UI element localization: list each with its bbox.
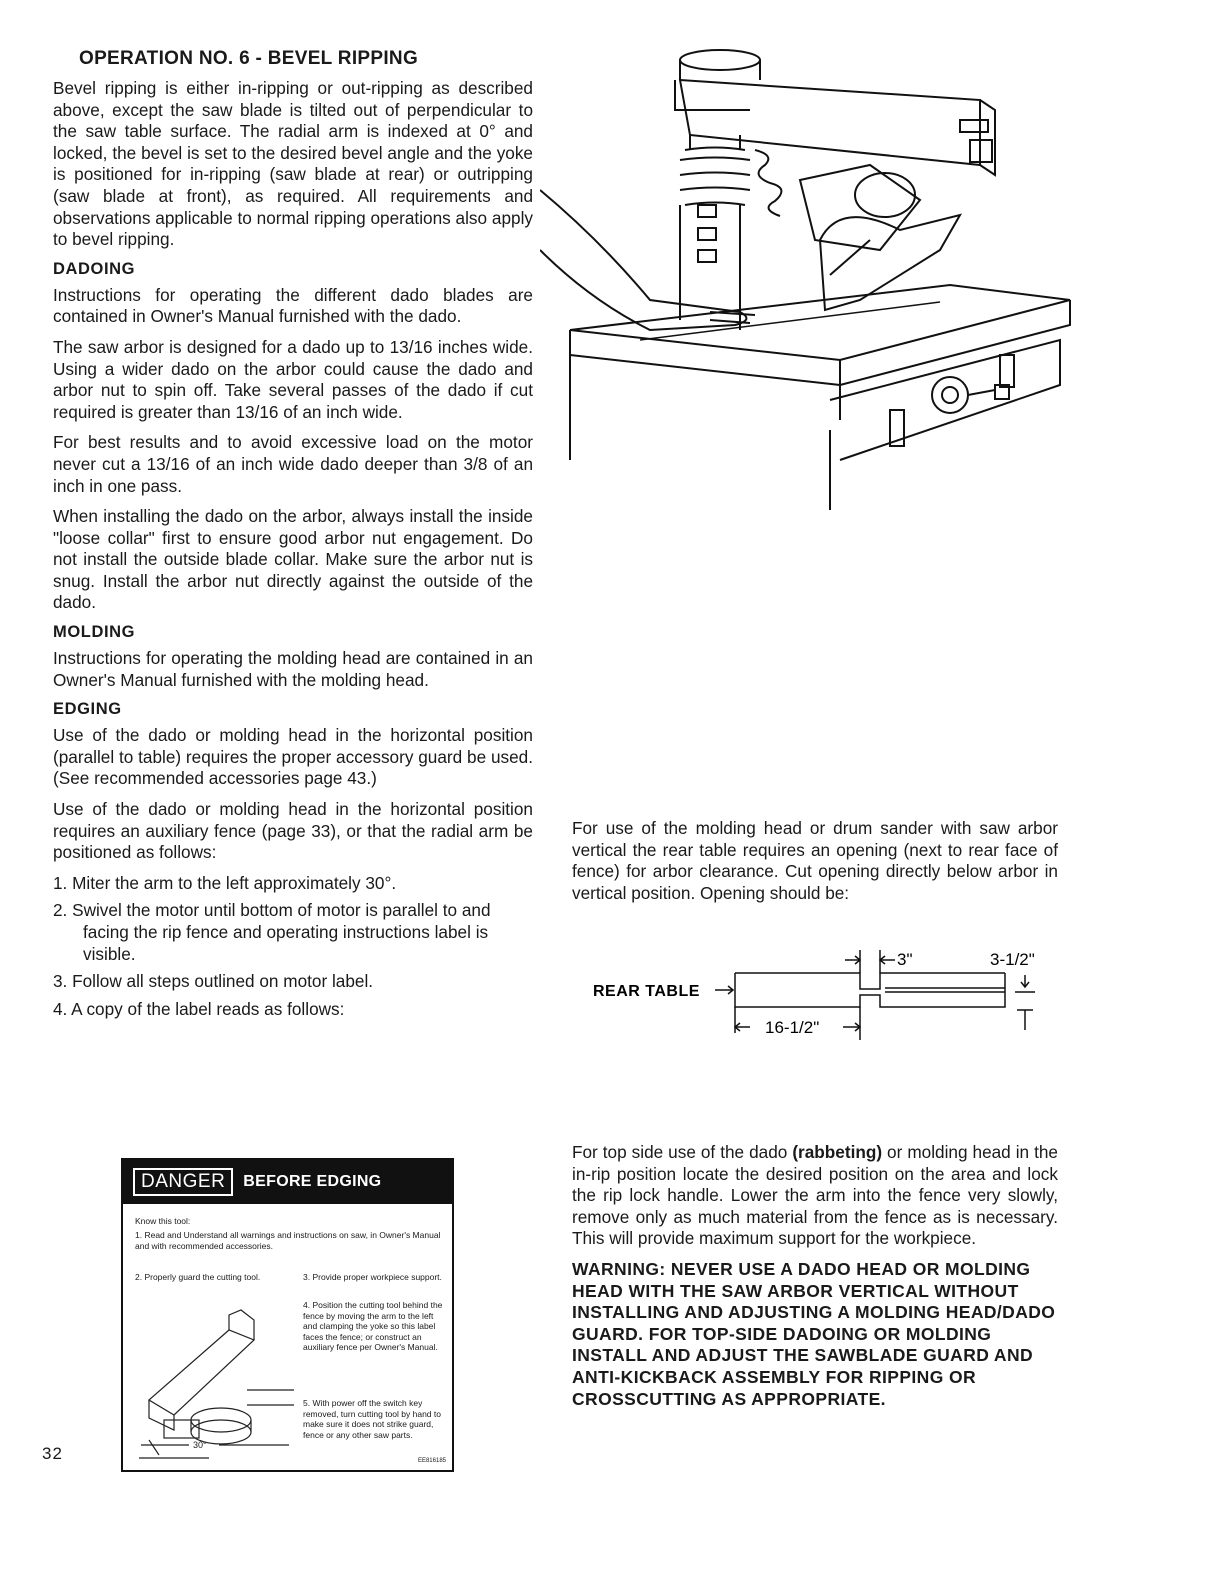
rabbeting-paragraph	[572, 1142, 1058, 1250]
molding-paragraph: Instructions for operating the molding head are contained in an Owner's Manual furnished with the molding head.	[53, 648, 533, 690]
radial-arm-saw-illustration	[540, 40, 1080, 510]
label-code: EE816185	[417, 1457, 446, 1464]
list-item: 2. Swivel the motor until bottom of motor is parallel to and facing the rip fence and operating instructions label is visible.	[53, 900, 491, 964]
saw-arm-sketch	[129, 1290, 299, 1465]
rear-table-label: REAR TABLE	[593, 983, 700, 1000]
warning-paragraph: WARNING: NEVER USE A DADO HEAD OR MOLDING HEAD WITH THE SAW ARBOR VERTICAL WITHOUT INSTALLING AND ADJUSTING A MOLDING HEAD/DADO GUARD. FOR TOP-SIDE DADOING OR MOLDING INSTALL AND ADJUST THE SAWBLADE GUARD AND ANTI-KICKBACK ASSEMBLY FOR RIPPING OR CROSSCUTTING AS APPROPRIATE.	[572, 1258, 1056, 1409]
right-column-lower	[572, 1142, 1058, 1410]
rabbeting-text-pre: For top side use of the dado	[572, 1142, 793, 1162]
label-intro: Know this tool:	[135, 1216, 191, 1226]
dadoing-heading: DADOING	[53, 259, 136, 278]
dadoing-paragraph-1: Instructions for operating the different dado blades are contained in Owner's Manual furnished with the dado.	[53, 284, 533, 327]
dadoing-paragraph-4: When installing the dado on the arbor, always install the inside "loose collar" first to ensure good arbor nut engagement. Do not install the outside blade collar. Make sure the arbor nut is snug. Install the arbor nut directly against the outside of the dado.	[53, 506, 533, 613]
dim-16-5-label: 16-1/2"	[765, 1018, 820, 1037]
danger-label-heading: BEFORE EDGING	[243, 1173, 382, 1190]
rear-table-opening-diagram	[585, 945, 1065, 1055]
dim-3-label: 3"	[897, 950, 913, 969]
label-item-1: 1. Read and Understand all warnings and instructions on saw, in Owner's Manual and with recommended accessories.	[135, 1230, 441, 1251]
rabbeting-bold: (rabbeting)	[792, 1142, 883, 1162]
molding-heading: MOLDING	[53, 623, 136, 642]
edging-paragraph-2: Use of the dado or molding head in the horizontal position requires an auxiliary fence (page 33), or that the radial arm be positioned as follows:	[53, 799, 533, 863]
dim-3-5-label: 3-1/2"	[990, 950, 1035, 969]
dadoing-paragraph-3: For best results and to avoid excessive load on the motor never cut a 13/16 of an inch wide dado deeper than 3/8 of an inch in one pass.	[53, 432, 533, 496]
edging-steps-list	[53, 873, 533, 1021]
left-column	[53, 48, 533, 1026]
danger-tag: DANGER	[133, 1168, 233, 1196]
list-item: 3. Follow all steps outlined on motor label.	[53, 971, 374, 992]
section-title: OPERATION NO. 6 - BEVEL RIPPING	[79, 48, 419, 69]
edging-paragraph-1: Use of the dado or molding head in the horizontal position (parallel to table) requires the proper accessory guard be used. (See recommended accessories page 43.)	[53, 725, 533, 789]
edging-heading: EDGING	[53, 700, 122, 719]
rabbeting-text-post: or molding head in the in-rip position locate the desired position on the area and lock the rip lock handle. Lower the arm into the fence very slowly, remove only as much material from the fence as is necessary. This will provide maximum support for the workpiece.	[572, 1142, 1058, 1249]
danger-label	[121, 1158, 454, 1472]
danger-label-header	[123, 1160, 452, 1204]
label-item-2: 2. Properly guard the cutting tool.	[135, 1272, 261, 1282]
list-item: 4. A copy of the label reads as follows:	[53, 998, 345, 1019]
right-column	[572, 818, 1058, 913]
dadoing-paragraph-2: The saw arbor is designed for a dado up to 13/16 inches wide. Using a wider dado on the arbor could cause the dado and arbor nut to spin off. Take several passes of the dado if cut required is greater than 13/16 of an inch wide.	[53, 336, 533, 422]
bevel-ripping-paragraph: Bevel ripping is either in-ripping or out-ripping as described above, except the saw blade is tilted out of perpendicular to the saw table surface. The radial arm is indexed at 0° and locked, the bevel is set to the desired bevel angle and the yoke is positioned for in-ripping (saw blade at rear) or outripping (saw blade at front), as required. All requirements and observations applicable to normal ripping operations also apply to bevel ripping.	[53, 78, 533, 250]
page-number: 32	[42, 1444, 63, 1463]
angle-label: 30°	[193, 1440, 207, 1450]
label-item-5: 5. With power off the switch key removed, turn cutting tool by hand to make sure it does not strike guard, fence or any other saw parts.	[303, 1398, 441, 1440]
list-item: 1. Miter the arm to the left approximately 30°.	[53, 872, 397, 893]
label-item-4: 4. Position the cutting tool behind the fence by moving the arm to the left and clamping the yoke so this label faces the fence; or construct an auxiliary fence per Owner's Manual.	[303, 1300, 443, 1352]
label-item-3: 3. Provide proper workpiece support.	[303, 1272, 442, 1282]
rear-table-paragraph: For use of the molding head or drum sander with saw arbor vertical the rear table requires an opening (next to rear face of fence) for arbor clearance. Cut opening directly below arbor in vertical position. Opening should be:	[572, 818, 1058, 903]
